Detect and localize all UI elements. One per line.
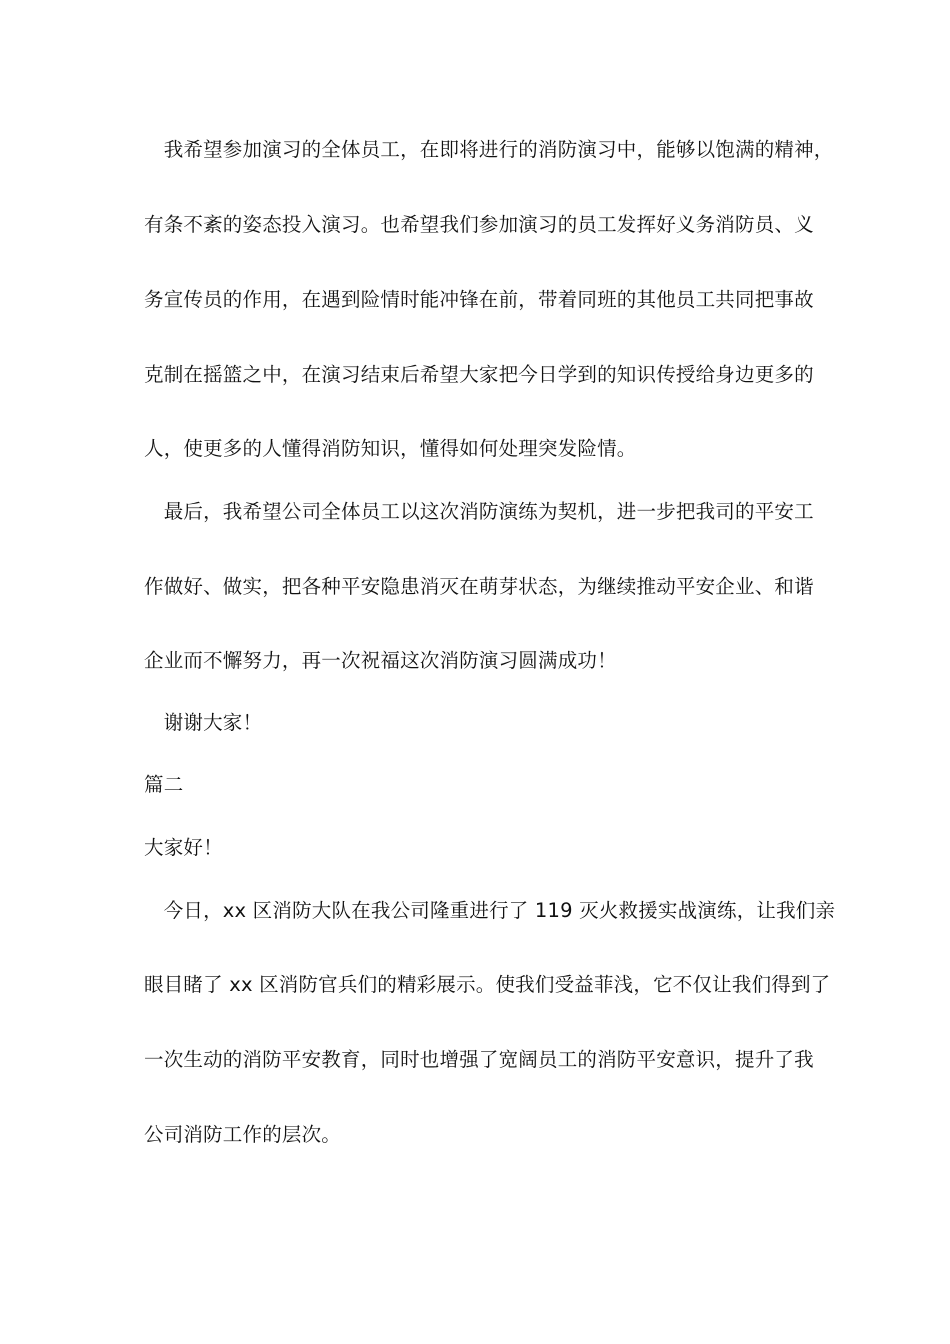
paragraph-line: 一次生动的消防平安教育，同时也增强了宽阔员工的消防平安意识，提升了我 bbox=[144, 1048, 814, 1071]
greeting: 大家好！ bbox=[144, 836, 223, 859]
paragraph-line: 公司消防工作的层次。 bbox=[144, 1123, 342, 1146]
paragraph-line: 最后，我希望公司全体员工以这次消防演练为契机，进一步把我司的平安工 bbox=[144, 500, 814, 523]
paragraph-line: 作做好、做实，把各种平安隐患消灭在萌芽状态，为继续推动平安企业、和谐 bbox=[144, 575, 814, 598]
paragraph-line: 我希望参加演习的全体员工，在即将进行的消防演习中，能够以饱满的精神， bbox=[144, 138, 834, 161]
paragraph-line: 务宣传员的作用，在遇到险情时能冲锋在前，带着同班的其他员工共同把事故 bbox=[144, 288, 814, 311]
paragraph-line: 有条不紊的姿态投入演习。也希望我们参加演习的员工发挥好义务消防员、义 bbox=[144, 213, 814, 236]
paragraph-line: 克制在摇篮之中，在演习结束后希望大家把今日学到的知识传授给身边更多的 bbox=[144, 363, 814, 386]
paragraph-line: 人，使更多的人懂得消防知识，懂得如何处理突发险情。 bbox=[144, 437, 637, 460]
section-heading: 篇二 bbox=[144, 773, 184, 796]
paragraph-line: 眼目睹了 xx 区消防官兵们的精彩展示。使我们受益菲浅，它不仅让我们得到了 bbox=[144, 973, 831, 996]
paragraph-line: 今日，xx 区消防大队在我公司隆重进行了 119 灭火救援实战演练，让我们亲 bbox=[144, 899, 836, 922]
paragraph-line: 企业而不懈努力，再一次祝福这次消防演习圆满成功！ bbox=[144, 649, 617, 672]
closing-thanks: 谢谢大家！ bbox=[144, 711, 263, 734]
